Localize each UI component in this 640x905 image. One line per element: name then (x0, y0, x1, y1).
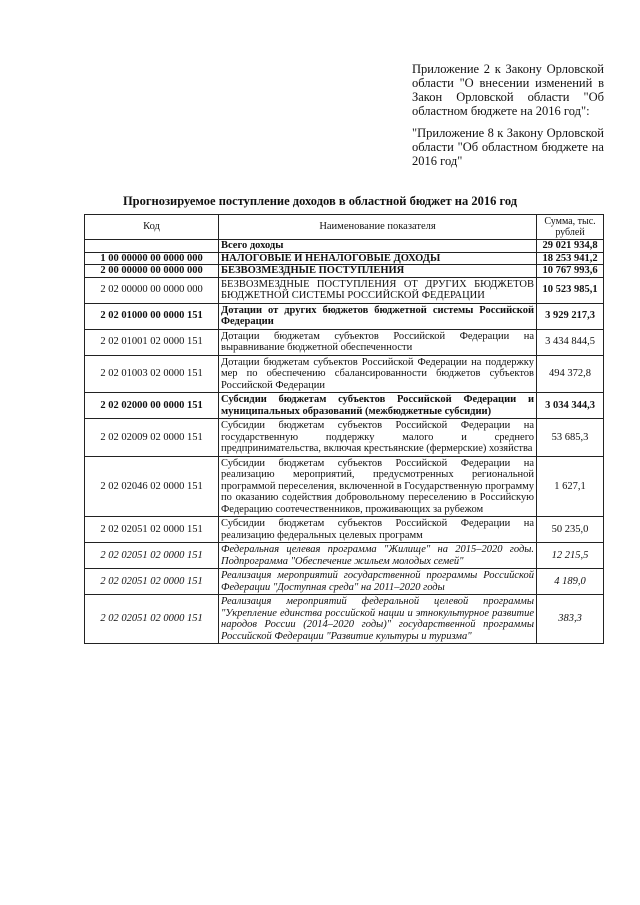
row-name: Дотации от других бюджетов бюджетной системы Российской Федерации (219, 303, 537, 329)
table-row (85, 252, 604, 265)
table-row (85, 456, 604, 517)
row-code: 2 02 01000 00 0000 151 (85, 303, 219, 329)
row-name: Субсидии бюджетам субъектов Российской Федерации на государственную поддержку малого и среднего предпринимательства, включая крестьянские (фермерские) хозяйства (219, 419, 537, 457)
row-code: 2 02 02051 02 0000 151 (85, 543, 219, 569)
row-sum: 3 434 844,5 (537, 329, 604, 355)
document-title: Прогнозируемое поступление доходов в областной бюджет на 2016 год (122, 194, 518, 208)
row-name: БЕЗВОЗМЕЗДНЫЕ ПОСТУПЛЕНИЯ (219, 265, 537, 278)
header-name: Наименование показателя (219, 215, 537, 240)
header-sum: Сумма, тыс. рублей (537, 215, 604, 240)
table-header-row (85, 215, 604, 240)
row-name: Федеральная целевая программа "Жилище" на 2015–2020 годы. Подпрограмма "Обеспечение жильем молодых семей" (219, 543, 537, 569)
row-sum: 494 372,8 (537, 355, 604, 393)
table-row (85, 265, 604, 278)
appendix-paragraph-1: Приложение 2 к Закону Орловской области "О внесении изменений в Закон Орловской области "Об областном бюджете на 2016 год": (412, 62, 604, 118)
row-name: Субсидии бюджетам субъектов Российской Федерации на реализацию мероприятий, предусмотренных региональной программой переселения, включенной в Государственную программу по оказанию содействия добровольному переселению в Российскую Федерацию соотечественников, проживающих за рубежом (219, 456, 537, 517)
row-name: НАЛОГОВЫЕ И НЕНАЛОГОВЫЕ ДОХОДЫ (219, 252, 537, 265)
row-code: 1 00 00000 00 0000 000 (85, 252, 219, 265)
row-name: Всего доходы (219, 240, 537, 253)
row-name: Субсидии бюджетам субъектов Российской Федерации и муниципальных образований (межбюджетные субсидии) (219, 393, 537, 419)
row-code: 2 02 01003 02 0000 151 (85, 355, 219, 393)
appendix-paragraph-2: "Приложение 8 к Закону Орловской области "Об областном бюджете на 2016 год" (412, 126, 604, 168)
row-code: 2 02 02051 02 0000 151 (85, 569, 219, 595)
table-body (85, 240, 604, 644)
table-row (85, 393, 604, 419)
row-code: 2 02 02009 02 0000 151 (85, 419, 219, 457)
revenue-table (84, 214, 604, 644)
header-code: Код (85, 215, 219, 240)
table-row (85, 277, 604, 303)
row-code: 2 02 00000 00 0000 000 (85, 277, 219, 303)
table-row (85, 240, 604, 253)
row-name: Реализация мероприятий государственной программы Российской Федерации "Доступная среда" на 2011–2020 годы (219, 569, 537, 595)
row-sum: 3 929 217,3 (537, 303, 604, 329)
table-row (85, 543, 604, 569)
row-name: Субсидии бюджетам субъектов Российской Федерации на реализацию федеральных целевых программ (219, 517, 537, 543)
row-sum: 4 189,0 (537, 569, 604, 595)
row-code: 2 02 02051 02 0000 151 (85, 595, 219, 644)
row-sum: 3 034 344,3 (537, 393, 604, 419)
row-code: 2 00 00000 00 0000 000 (85, 265, 219, 278)
row-name: Дотации бюджетам субъектов Российской Федерации на выравнивание бюджетной обеспеченности (219, 329, 537, 355)
table-row (85, 595, 604, 644)
row-sum: 10 767 993,6 (537, 265, 604, 278)
row-sum: 18 253 941,2 (537, 252, 604, 265)
row-sum: 12 215,5 (537, 543, 604, 569)
row-sum: 29 021 934,8 (537, 240, 604, 253)
row-name: Реализация мероприятий федеральной целевой программы "Укрепление единства российской нации и этнокультурное развитие народов России (2014–2020 годы)" государственной программы Российской Федерации "Развитие культуры и туризма" (219, 595, 537, 644)
table-row (85, 569, 604, 595)
row-sum: 1 627,1 (537, 456, 604, 517)
table-row (85, 329, 604, 355)
row-sum: 53 685,3 (537, 419, 604, 457)
row-code: 2 02 02046 02 0000 151 (85, 456, 219, 517)
row-name: БЕЗВОЗМЕЗДНЫЕ ПОСТУПЛЕНИЯ ОТ ДРУГИХ БЮДЖЕТОВ БЮДЖЕТНОЙ СИСТЕМЫ РОССИЙСКОЙ ФЕДЕРАЦИИ (219, 277, 537, 303)
row-sum: 10 523 985,1 (537, 277, 604, 303)
table-row (85, 303, 604, 329)
appendix-note (412, 62, 604, 176)
row-code: 2 02 02000 00 0000 151 (85, 393, 219, 419)
row-name: Дотации бюджетам субъектов Российской Федерации на поддержку мер по обеспечению сбалансированности бюджетов субъектов Российской Федерации (219, 355, 537, 393)
table-row (85, 355, 604, 393)
row-sum: 50 235,0 (537, 517, 604, 543)
row-code: 2 02 01001 02 0000 151 (85, 329, 219, 355)
table-row (85, 517, 604, 543)
row-code (85, 240, 219, 253)
row-code: 2 02 02051 02 0000 151 (85, 517, 219, 543)
row-sum: 383,3 (537, 595, 604, 644)
table-row (85, 419, 604, 457)
